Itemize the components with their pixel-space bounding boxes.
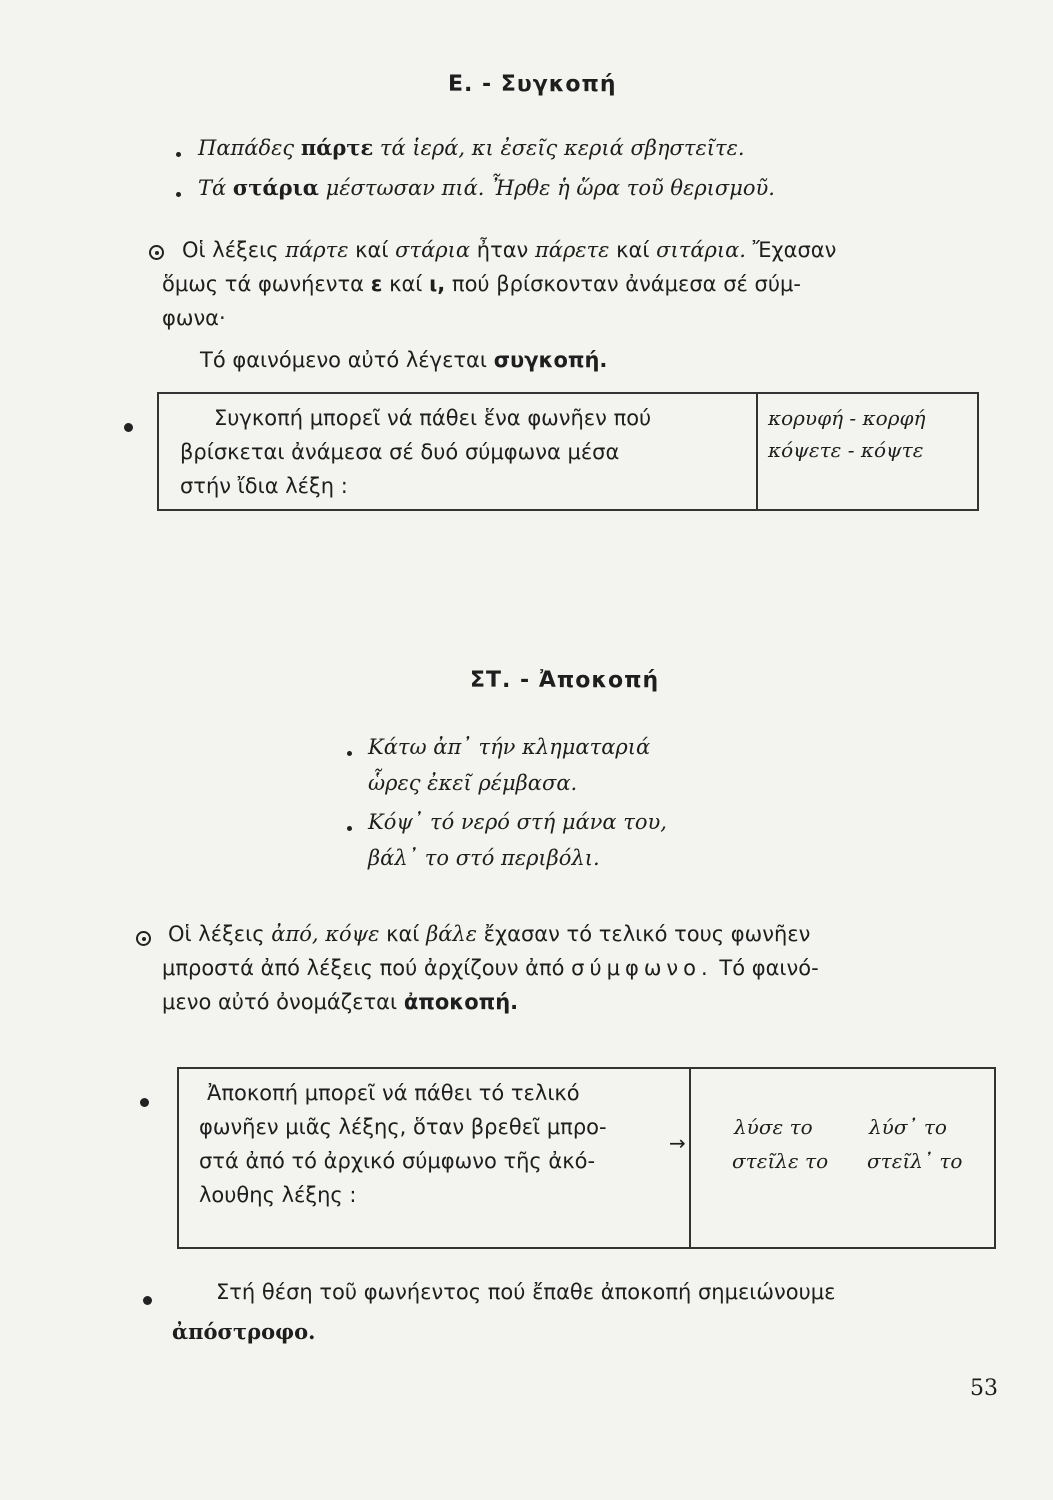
rule-bullet [124, 423, 133, 432]
term-bold: ἀποκοπή. [403, 990, 519, 1014]
arrow-right-icon: → [669, 1131, 686, 1155]
text: Τό φαινό- [712, 956, 819, 980]
text: μενο αὐτό ὀνομάζεται [162, 990, 404, 1014]
text: Οἱ λέξεις [168, 922, 272, 946]
text: ἦταν [470, 238, 535, 262]
example-highlight: στάρια [232, 175, 319, 200]
text: Ἔχασαν [745, 238, 837, 262]
example-line-2 [198, 172, 775, 204]
text-italic: πάρτε [285, 238, 349, 262]
text: ἔχασαν τό τελικό τους φωνῆεν [477, 922, 811, 946]
text: Οἱ λέξεις [182, 238, 286, 262]
rule-box-syncope [157, 392, 979, 511]
text-italic: στάρια [395, 238, 471, 262]
poem-line-3: Κόψ᾿ τό νερό στή μάνα του, [368, 810, 667, 834]
rule-line-2: βρίσκεται ἀνάμεσα σέ δυό σύμφωνα μέσα [180, 440, 620, 464]
explanation-e-line-3: φωνα· [162, 306, 226, 330]
explanation-e-line-2 [162, 268, 801, 300]
rule-box-apocope [177, 1067, 996, 1249]
example-text: τά ἱερά, κι ἐσεῖς κεριά σβηστεῖτε. [373, 136, 745, 160]
apocope-example-2-full: στεῖλε το [732, 1149, 829, 1173]
example-highlight: πάρτε [300, 135, 374, 160]
target-icon [149, 245, 164, 260]
note-bullet [143, 1296, 152, 1305]
explanation-st-line-2 [162, 952, 819, 984]
explanation-e-line-4 [200, 344, 607, 376]
example-bullet [176, 152, 181, 157]
text-italic: πάρετε [534, 238, 610, 262]
explanation-e-line-1 [182, 234, 836, 266]
example-text: Παπάδες [198, 136, 301, 160]
term-bold: συγκοπή. [493, 348, 608, 372]
apocope-example-1-short: λύσ᾿ το [869, 1115, 947, 1139]
poem-line-1: Κάτω ἀπ᾿ τήν κληματαριά [368, 735, 651, 759]
rule-line-2: φωνῆεν μιᾶς λέξης, ὅταν βρεθεῖ μπρο- [199, 1115, 607, 1139]
text-italic: σιτάρια. [656, 238, 746, 262]
section-e-title: Ε. - Συγκοπή [448, 72, 617, 97]
text-italic: βάλε [426, 922, 477, 946]
text: καί [382, 272, 430, 296]
text: πού βρίσκονταν ἀνάμεσα σέ σύμ- [445, 272, 801, 296]
box-divider [689, 1069, 691, 1247]
poem-bullet [347, 751, 352, 756]
poem-bullet [347, 826, 352, 831]
text: Τό φαινόμενο αὐτό λέγεται [200, 348, 494, 372]
example-bullet [176, 192, 181, 197]
rule-example-1: κορυφή - κορφή [768, 406, 926, 430]
apocope-example-1-full: λύσε το [734, 1115, 813, 1139]
explanation-st-line-3 [162, 986, 518, 1018]
final-note-line-1: Στή θέση τοῦ φωνήεντος πού ἔπαθε ἀποκοπή σημειώνουμε [216, 1280, 836, 1304]
text-bold: ι, [429, 272, 446, 296]
text: ὅμως τά φωνήεντα [162, 272, 371, 296]
example-text: Τά [198, 176, 233, 200]
text: καί [609, 238, 657, 262]
rule-line-1: Συγκοπή μπορεῖ νά πάθει ἕνα φωνῆεν πού [214, 406, 652, 430]
example-text: μέστωσαν πιά. Ἦρθε ἡ ὥρα τοῦ θερισμοῦ. [318, 176, 775, 200]
rule-example-2: κόψετε - κόψτε [768, 438, 924, 462]
section-st-title: ΣΤ. - Ἀποκοπή [470, 668, 660, 693]
final-note-line-2: ἀπόστροφο. [172, 1319, 316, 1344]
text: μπροστά ἀπό λέξεις πού ἀρχίζουν ἀπό [162, 956, 572, 980]
apocope-example-2-short: στεῖλ᾿ το [867, 1149, 963, 1173]
text-spaced: σύμφωνο. [571, 956, 713, 980]
explanation-st-line-1 [168, 918, 810, 950]
rule-line-1: Ἀποκοπή μπορεῖ νά πάθει τό τελικό [207, 1081, 580, 1105]
poem-line-2: ὧρες ἐκεῖ ρέμβασα. [368, 771, 578, 795]
rule-bullet [140, 1098, 149, 1107]
poem-line-4: βάλ᾿ το στό περιβόλι. [368, 846, 600, 870]
rule-line-4: λουθης λέξης : [199, 1183, 357, 1207]
text: καί [379, 922, 427, 946]
example-line-1 [198, 132, 745, 164]
rule-line-3: στήν ἴδια λέξη : [180, 474, 348, 498]
text: καί [348, 238, 396, 262]
page-number: 53 [970, 1376, 998, 1401]
box-divider [756, 394, 758, 509]
text-italic: ἀπό, κόψε [271, 922, 380, 946]
text-bold: ε [370, 272, 383, 296]
rule-line-3: στά ἀπό τό ἀρχικό σύμφωνο τῆς ἀκό- [199, 1149, 596, 1173]
target-icon [136, 931, 151, 946]
